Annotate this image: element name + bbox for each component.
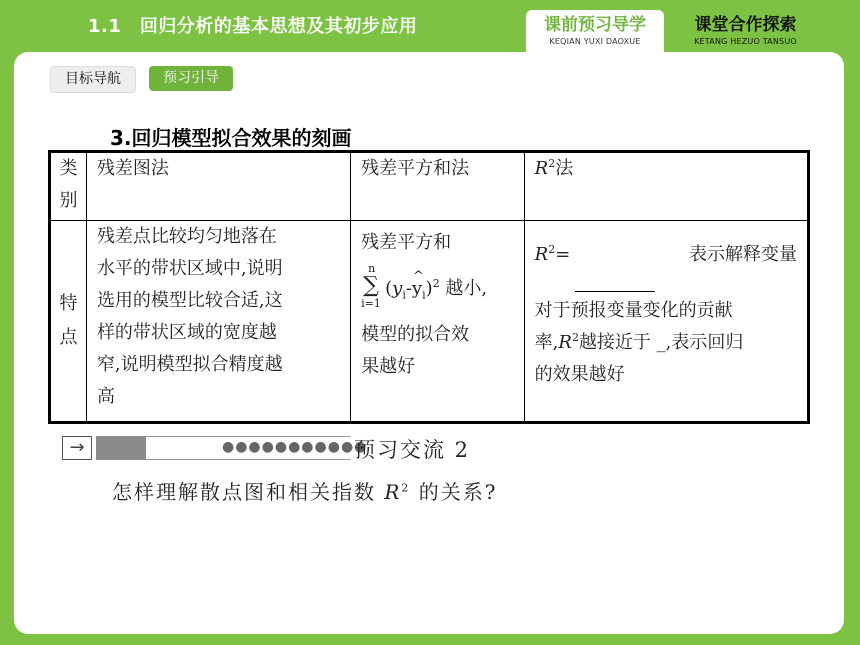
- r-exponent: 2: [548, 157, 556, 170]
- sigma-glyph: ∑: [363, 273, 379, 298]
- header-category-cell: [50, 152, 87, 221]
- blank-line: [575, 273, 655, 292]
- text-line: 样的带状区域的宽度越: [96, 322, 277, 343]
- tab-sublabel: KETANG HEZUO TANSUO: [694, 37, 797, 46]
- residual-plot-description: [86, 221, 350, 423]
- exchange-label: 预习交流 2: [354, 438, 471, 462]
- text-line: 残差点比较均匀地落在: [96, 226, 277, 247]
- tab-label: 课堂合作探索: [694, 15, 797, 35]
- top-bar: [0, 0, 860, 52]
- header-r-squared: [524, 152, 808, 221]
- exchange-question: 怎样理解散点图和相关指数 $R^2$ 的关系?: [112, 480, 498, 504]
- text-line: 模型的拟合效: [361, 324, 470, 345]
- tab-label: 课前预习导学: [544, 15, 646, 35]
- r-symbol: R: [534, 158, 549, 179]
- r-squared-description: [524, 221, 808, 423]
- exchange-banner: [62, 436, 368, 460]
- table-header-row: [50, 152, 809, 221]
- residual-sum-formula: [361, 259, 514, 319]
- row-label-bottom: 点: [59, 327, 78, 348]
- dots-decoration: ●●●●●●●●●●●: [222, 439, 368, 455]
- text-line: 表示解释变量: [689, 244, 797, 265]
- header-category-bottom: 别: [59, 190, 78, 211]
- arrow-right-icon: →: [62, 436, 92, 460]
- r-equals: $R^2=$: [534, 243, 571, 265]
- r-method-suffix: 法: [555, 158, 574, 179]
- content-panel: [14, 52, 844, 634]
- row-feature-cell: [50, 221, 87, 423]
- sigma-lower: i=1: [361, 297, 381, 310]
- preview-guide-button[interactable]: 预习引导: [149, 66, 233, 91]
- formula-body: ($y_i-\^{}$ $y_i)^2$ 越小,: [385, 273, 487, 305]
- r-definition-line: [535, 239, 797, 271]
- sigma-symbol: [361, 263, 383, 315]
- lesson-title: 1.1 回归分析的基本思想及其初步应用: [88, 16, 418, 37]
- text-line: 窄,说明模型拟合精度越: [96, 354, 283, 375]
- header-residual-sum: 残差平方和法: [351, 152, 525, 221]
- target-nav-button[interactable]: 目标导航: [50, 66, 136, 93]
- residual-sum-description: [351, 221, 525, 423]
- text-line: 水平的带状区域中,说明: [96, 258, 283, 279]
- text-line: 果越好: [361, 356, 416, 377]
- text-line: 选用的模型比较合适,这: [96, 290, 283, 311]
- text-line: 残差平方和: [361, 232, 452, 253]
- table-row: [50, 221, 809, 423]
- comparison-table: [48, 150, 810, 424]
- header-category-top: 类: [59, 158, 78, 179]
- text-line: 的效果越好: [534, 364, 625, 385]
- text-line: 高: [96, 386, 115, 407]
- sigma-upper: n: [368, 262, 376, 275]
- section-title: 3.回归模型拟合效果的刻画: [110, 126, 352, 150]
- text-line: 对于预报变量变化的贡献: [534, 300, 733, 321]
- tab-sublabel: KEQIAN YUXI DAOXUE: [549, 37, 641, 46]
- fraction-blank: [535, 271, 797, 295]
- tab-preview-guide[interactable]: [526, 10, 664, 52]
- text-line: 率$,R^2$越接近于 _,表示回归: [534, 331, 744, 353]
- header-residual-plot: 残差图法: [86, 152, 350, 221]
- banner-bar: [96, 436, 146, 460]
- row-label-top: 特: [59, 293, 78, 314]
- tab-class-explore[interactable]: [678, 10, 813, 52]
